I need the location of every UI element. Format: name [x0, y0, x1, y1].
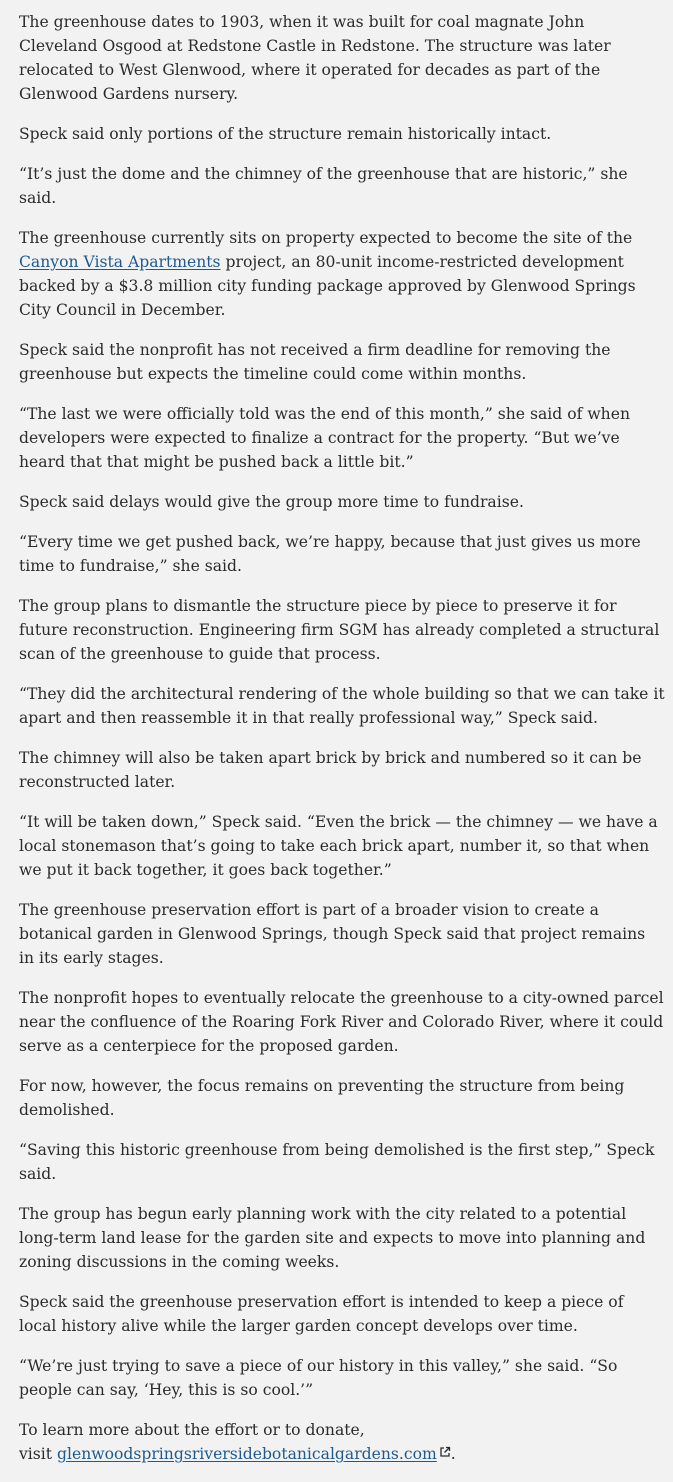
- paragraph: Speck said delays would give the group more time to fundraise.: [19, 493, 524, 511]
- paragraph: “It’s just the dome and the chimney of the greenhouse that are historic,” she said.: [19, 165, 628, 207]
- article-body: [19, 10, 665, 1482]
- paragraph-text: .: [450, 1445, 456, 1463]
- paragraph: Speck said the nonprofit has not received a firm deadline for removing the greenhouse but expects the timeline could come within months.: [19, 341, 611, 383]
- paragraph: For now, however, the focus remains on preventing the structure from being demolished.: [19, 1077, 625, 1119]
- paragraph: The greenhouse dates to 1903, when it was built for coal magnate John Cleveland Osgood at Redstone Castle in Redstone. The structure was later relocated to West Glenwood, where it operated for decades as part of the Glenwood Gardens nursery.: [19, 13, 611, 103]
- paragraph: The nonprofit hopes to eventually relocate the greenhouse to a city-owned parcel near the confluence of the Roaring Fork River and Colorado River, where it could serve as a centerpiece for the proposed garden.: [19, 989, 664, 1055]
- paragraph: “The last we were officially told was the end of this month,” she said of when developers were expected to finalize a contract for the property. “But we’ve heard that that might be pushed back a little bit.”: [19, 405, 630, 471]
- paragraph: Speck said the greenhouse preservation effort is intended to keep a piece of local history alive while the larger garden concept develops over time.: [19, 1293, 624, 1335]
- canyon-vista-link[interactable]: Canyon Vista Apartments: [19, 253, 221, 271]
- paragraph: Speck said only portions of the structure remain historically intact.: [19, 125, 552, 143]
- paragraph-text: visit: [19, 1445, 58, 1463]
- paragraph: The group has begun early planning work with the city related to a potential long-term land lease for the garden site and expects to move into planning and zoning discussions in the coming weeks.: [19, 1205, 646, 1271]
- paragraph: “It will be taken down,” Speck said. “Even the brick — the chimney — we have a local stonemason that’s going to take each brick apart, number it, so that when we put it back together, it goes back together.”: [19, 813, 658, 879]
- paragraph-text: To learn more about the effort or to donate,: [19, 1421, 365, 1439]
- paragraph: “Saving this historic greenhouse from being demolished is the first step,” Speck said.: [19, 1141, 655, 1183]
- paragraph-text: The greenhouse currently sits on property expected to become the site of the: [19, 229, 633, 247]
- paragraph: “We’re just trying to save a piece of our history in this valley,” she said. “So people can say, ‘Hey, this is so cool.’”: [19, 1357, 618, 1399]
- paragraph-donate: [19, 1418, 665, 1466]
- donate-website-link[interactable]: [57, 1445, 451, 1463]
- paragraph: “They did the architectural rendering of the whole building so that we can take it apart and then reassemble it in that really professional way,” Speck said.: [19, 685, 665, 727]
- paragraph: “Every time we get pushed back, we’re happy, because that just gives us more time to fundraise,” she said.: [19, 533, 641, 575]
- donate-link-label: glenwoodspringsriversidebotanicalgardens.com: [57, 1445, 437, 1463]
- paragraph: The greenhouse preservation effort is part of a broader vision to create a botanical garden in Glenwood Springs, though Speck said that project remains in its early stages.: [19, 901, 646, 967]
- paragraph-text: project, an 80-unit income-restricted development backed by a $3.8 million city funding package approved by Glenwood Springs City Council in December.: [19, 253, 636, 319]
- paragraph: The chimney will also be taken apart brick by brick and numbered so it can be reconstructed later.: [19, 749, 642, 791]
- paragraph: The group plans to dismantle the structure piece by piece to preserve it for future reconstruction. Engineering firm SGM has already completed a structural scan of the greenhouse to guide that process.: [19, 597, 660, 663]
- external-link-icon: [439, 1446, 451, 1458]
- paragraph-canyon-vista: [19, 226, 665, 322]
